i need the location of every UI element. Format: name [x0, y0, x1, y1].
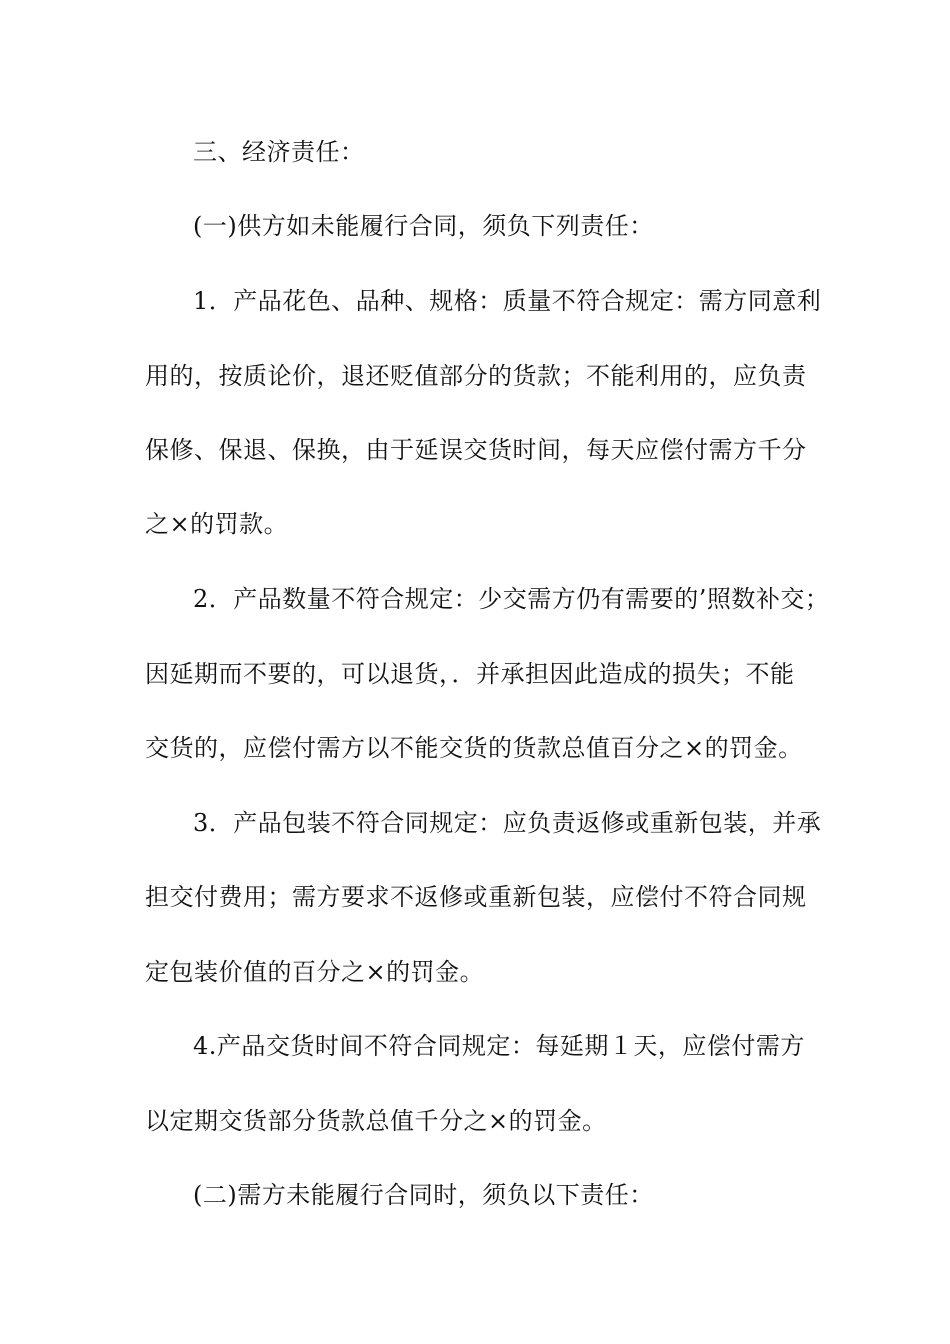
- paragraph-line: 因延期而不要的，可以退货，．并承担因此造成的损失；不能: [145, 660, 795, 688]
- paragraph-line: 3．产品包装不符合同规定：应负责返修或重新包装，并承: [193, 809, 822, 837]
- paragraph-line: 1．产品花色、品种、规格：质量不符合规定：需方同意利: [193, 287, 822, 315]
- paragraph-line: 以定期交货部分货款总值千分之×的罚金。: [145, 1107, 607, 1135]
- paragraph-line: 交货的，应偿付需方以不能交货的货款总值百分之×的罚金。: [145, 734, 803, 762]
- paragraph-line: 保修、保退、保换，由于延误交货时间，每天应偿付需方千分: [145, 436, 807, 464]
- paragraph-line: 担交付费用；需方要求不返修或重新包装，应偿付不符合同规: [145, 883, 807, 911]
- paragraph-line: 4.产品交货时间不符合同规定：每延期１天，应偿付需方: [193, 1032, 805, 1060]
- paragraph-line: 之×的罚款。: [145, 510, 289, 538]
- paragraph-line: 定包装价值的百分之×的罚金。: [145, 958, 485, 986]
- subsection-heading: (二)需方未能履行合同时，须负以下责任：: [193, 1181, 654, 1209]
- paragraph-line: 用的，按质论价，退还贬值部分的货款；不能利用的，应负责: [145, 362, 807, 390]
- section-heading: 三、经济责任：: [193, 138, 365, 166]
- subsection-heading: (一)供方如未能履行合同，须负下列责任：: [193, 212, 654, 240]
- paragraph-line: 2．产品数量不符合规定：少交需方仍有需要的’照数补交；: [193, 585, 830, 613]
